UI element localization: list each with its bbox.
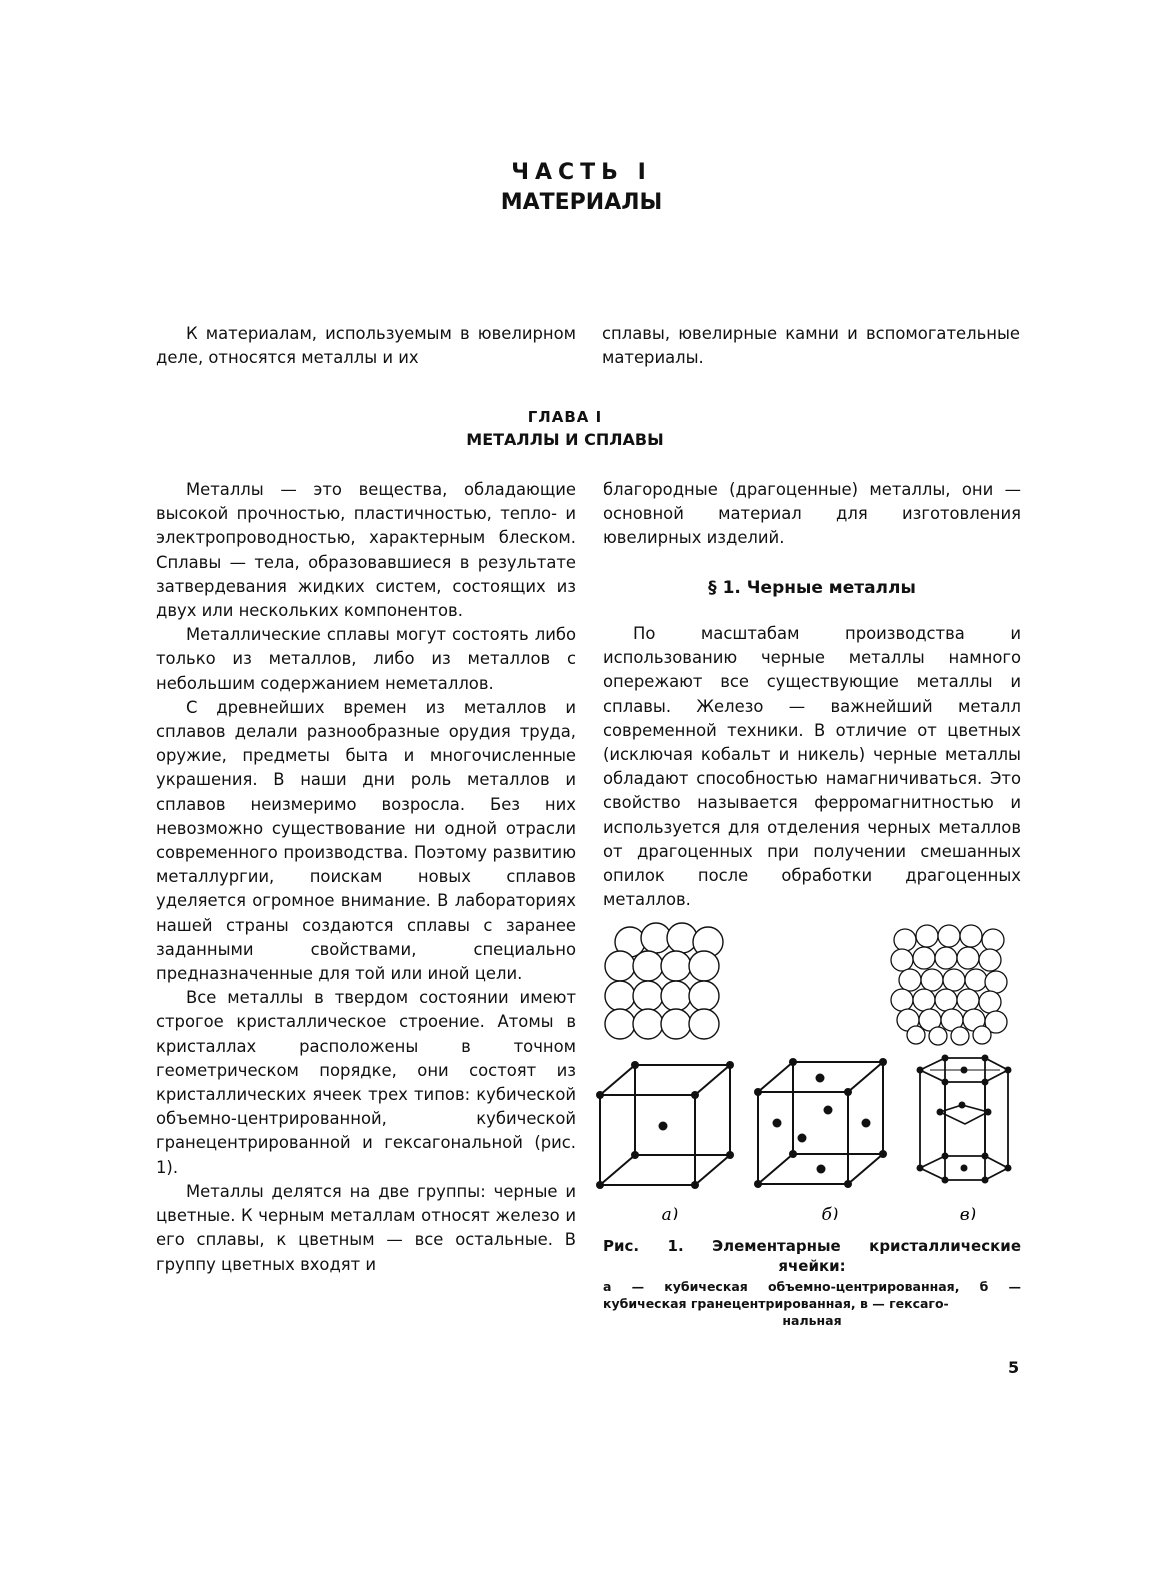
paragraph: По масштабам производства и использованию черные металлы намного опережают все существующие металлы и сплавы. Железо — важнейший металл современной техники. В отличие от цветных (исключая кобальт и никель) черные металлы обладают способностью намагничиваться. Это свойство называется ферромагнитностью и используется для отделения черных металлов от драгоценных при получении смешанных опилок после обработки драгоценных металлов. [603, 624, 1021, 910]
caption-description: а — кубическая объемно-центрированная, б — кубическая гранецентрированная, в — гексаго- [603, 1279, 1021, 1311]
crystal-cells-figure [590, 920, 1030, 1220]
fig-label-b: б) [821, 1205, 839, 1220]
paragraph: С древнейших времен из металлов и сплавов делали разнообразные орудия труда, оружие, предметы быта и многочисленные украшения. В наши дни роль металлов и сплавов неизмеримо возросла. Без них невозможно существование ни одной отрасли современного производства. Поэтому развитию металлургии, поискам новых сплавов уделяется огромное внимание. В лабораториях нашей страны создаются сплавы с заранее заданными свойствами, специально предназначенные для той или иной цели. [156, 697, 576, 984]
caption-title-end: ячейки: [778, 1257, 846, 1275]
fig-label-a: а) [661, 1205, 679, 1220]
hcp-atoms [917, 1055, 1012, 1184]
part-label: ЧАСТЬ I [511, 160, 652, 185]
section-title: § 1. Черные металлы [708, 578, 916, 598]
page-number: 5 [1008, 1358, 1020, 1377]
paragraph: Металлы — это вещества, обладающие высокой прочностью, пластичностью, тепло- и электропроводностью, характерным блеском. Сплавы — тела, образовавшиеся в результате затвердевания жидких систем, состоящих из двух или нескольких компонентов. [156, 480, 576, 621]
hcp-sphere-model [891, 925, 1007, 1045]
chapter-title: МЕТАЛЛЫ И СПЛАВЫ [466, 430, 664, 449]
fig-label-c: в) [959, 1205, 977, 1220]
intro-paragraph: К материалам, используемым в ювелирном деле, относятся металлы и их [156, 324, 576, 368]
caption-title: Рис. 1. Элементарные кристаллические [603, 1237, 1021, 1255]
part-title: МАТЕРИАЛЫ [500, 190, 663, 215]
figure-caption [603, 1236, 1021, 1329]
paragraph: Металлические сплавы могут состоять либо только из металлов, либо из металлов с небольшим содержанием неметаллов. [156, 625, 576, 693]
caption-description-end: нальная [782, 1313, 842, 1328]
right-column-continuation [603, 478, 1021, 551]
chapter-label: ГЛАВА I [527, 408, 603, 426]
right-column [603, 622, 1021, 912]
paragraph: благородные (драгоценные) металлы, они — основной материал для изготовления ювелирных изделий. [603, 480, 1021, 548]
hcp-cell [920, 1058, 1008, 1180]
bcc-sphere-model [605, 923, 723, 1039]
paragraph: Все металлы в твердом состоянии имеют строгое кристаллическое строение. Атомы в кристаллах расположены в точном геометрическом порядке, они состоят из кристаллических ячеек трех типов: кубической объемно-центрированной, кубической гранецентрированной и гексагональной (рис. 1). [156, 988, 576, 1177]
left-column [156, 478, 576, 1277]
intro-paragraph-continued: сплавы, ювелирные камни и вспомогательные материалы. [602, 324, 1020, 368]
paragraph: Металлы делятся на две группы: черные и цветные. К черным металлам относят железо и его сплавы, к цветным — все остальные. В группу цветных входят и [156, 1181, 576, 1274]
intro-left-text [156, 322, 576, 370]
intro-right-text [602, 322, 1020, 370]
